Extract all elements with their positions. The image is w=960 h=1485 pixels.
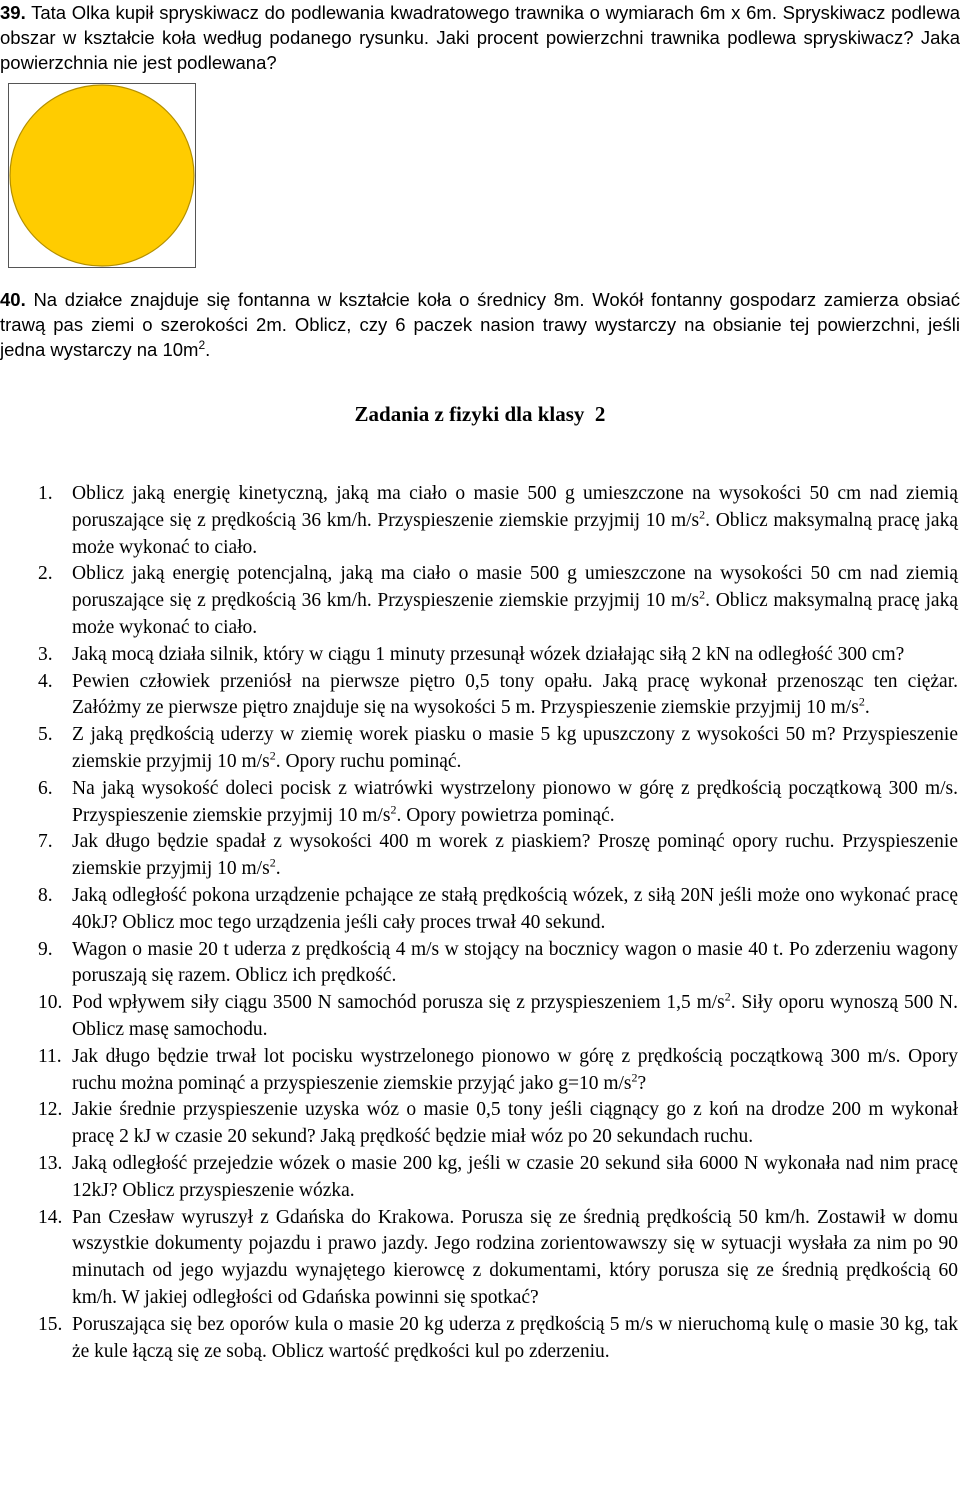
task-number: 15. bbox=[38, 1313, 63, 1335]
superscript: 2 bbox=[858, 694, 865, 709]
task-text-end: . bbox=[864, 697, 870, 719]
superscript: 2 bbox=[269, 855, 276, 870]
task-number: 8. bbox=[38, 884, 53, 906]
task-item bbox=[0, 722, 958, 776]
section-title: Zadania z fizyki dla klasy 2 bbox=[354, 402, 606, 426]
problem-40-text bbox=[0, 287, 960, 362]
problem-40 bbox=[0, 287, 960, 362]
problem-39 bbox=[0, 0, 960, 75]
problem-text-end: . bbox=[205, 339, 211, 360]
task-number: 5. bbox=[38, 724, 53, 746]
task-item bbox=[0, 1312, 958, 1366]
task-text: Pewien człowiek przeniósł na pierwsze piętro 0,5 tony opału. Jaką pracę wykonał przenosząc ten ciężar. Załóżmy ze pierwsze piętro znajduje się na wysokości 5 m. Przyspieszenie ziemskie przyjmij 10 m/s bbox=[72, 670, 958, 719]
task-item bbox=[0, 669, 958, 723]
task-text-end: . bbox=[275, 858, 281, 880]
superscript: 2 bbox=[198, 337, 206, 352]
task-text: Jaką odległość przejedzie wózek o masie 200 kg, jeśli w czasie 20 sekund siła 6000 N wykonała nad nim pracę 12kJ? Oblicz przyspieszenie wózka. bbox=[72, 1152, 958, 1201]
task-text: Jak długo będzie trwał lot pocisku wystrzelonego pionowo w górę z prędkością początkową 300 m/s. Opory ruchu można pominąć a przyspieszenie ziemskie przyjąć jako g=10 m/s bbox=[72, 1045, 958, 1094]
task-item bbox=[0, 829, 958, 883]
task-text-end: . Siły oporu wynoszą 500 N. Oblicz masę samochodu. bbox=[72, 992, 958, 1040]
task-item bbox=[0, 642, 958, 669]
task-number: 2. bbox=[38, 563, 53, 585]
task-number: 3. bbox=[38, 643, 53, 665]
task-text: Wagon o masie 20 t uderza z prędkością 4 m/s w stojący na bocznicy wagon o masie 40 t. Po zderzeniu wagony poruszają się razem. Oblicz ich prędkość. bbox=[72, 938, 958, 987]
task-text: Jaką odległość pokona urządzenie pchające ze stałą prędkością wózek, z siłą 20N jeśli może ono wykonać pracę 40kJ? Oblicz moc tego urządzenia jeśli cały proces trwał 40 sekund. bbox=[72, 884, 958, 933]
task-text: Z jaką prędkością uderzy w ziemię worek piasku o masie 5 kg upuszczony z wysokości 50 m? Przyspieszenie ziemskie przyjmij 10 m/s bbox=[72, 724, 958, 772]
watered-circle bbox=[10, 85, 194, 266]
superscript: 2 bbox=[631, 1070, 638, 1085]
problem-39-text bbox=[0, 0, 960, 75]
task-number: 6. bbox=[38, 777, 53, 799]
superscript: 2 bbox=[699, 587, 706, 602]
task-item bbox=[0, 481, 958, 561]
task-number: 14. bbox=[38, 1206, 63, 1228]
task-item bbox=[0, 990, 958, 1044]
task-item bbox=[0, 1205, 958, 1312]
problem-number: 40. bbox=[0, 289, 26, 310]
problem-text: Na działce znajduje się fontanna w kształcie koła o średnicy 8m. Wokół fontanny gospodarz zamierza obsiać trawą pas ziemi o szerokości 2m. Oblicz, czy 6 paczek nasion trawy wystarczy na obsianie tej powierzchni, jeśli jedna wystarczy na 10m bbox=[0, 289, 960, 360]
sprinkler-figure bbox=[8, 83, 196, 268]
task-number: 9. bbox=[38, 938, 53, 960]
task-text: Pod wpływem siły ciągu 3500 N samochód porusza się z przyspieszeniem 1,5 m/s bbox=[72, 992, 725, 1014]
task-text: Pan Czesław wyruszył z Gdańska do Krakowa. Porusza się ze średnią prędkością 50 km/h. Zostawił w domu wszystkie dokumenty pojazdu i prawo jazdy. Jego rodzina zorientowawszy się w sytuacji wysłała za nim po 90 minutach od jego wyjazdu wynajętego kierowcę z dokumentami, który porusza się ze średnią prędkością 60 km/h. W jakiej odległości od Gdańska powinni się spotkać? bbox=[72, 1206, 958, 1308]
task-number: 1. bbox=[38, 483, 53, 504]
task-text-end: ? bbox=[637, 1072, 647, 1094]
task-text: Jak długo będzie spadał z wysokości 400 m worek z piaskiem? Proszę pominąć opory ruchu. Przyspieszenie ziemskie przyjmij 10 m/s bbox=[72, 831, 958, 880]
problem-number: 39. bbox=[0, 2, 26, 23]
task-text: Na jaką wysokość doleci pocisk z wiatrówki wystrzelony pionowo w górę z prędkością początkową 300 m/s. Przyspieszenie ziemskie przyjmij 10 m/s bbox=[72, 777, 958, 826]
task-number: 12. bbox=[38, 1099, 63, 1121]
task-text: Jaką mocą działa silnik, który w ciągu 1 minuty przesunął wózek działając siłą 2 kN na odległość 300 cm? bbox=[72, 643, 905, 665]
task-item bbox=[0, 883, 958, 937]
task-text: Oblicz jaką energię kinetyczną, jaką ma ciało o masie 500 g umieszczone na wysokości 50 cm nad ziemią poruszające się z prędkością 36 km/h. Przyspieszenie ziemskie przyjmij 10 m/s bbox=[72, 483, 958, 531]
task-item bbox=[0, 776, 958, 830]
task-text: Poruszająca się bez oporów kula o masie 20 kg uderza z prędkością 5 m/s w nieruchomą kulę o masie 30 kg, tak że kule łączą się ze sobą. Oblicz wartość prędkości kul po zderzeniu. bbox=[72, 1313, 958, 1362]
task-text-end: . Oblicz maksymalną pracę jaką może wykonać to ciało. bbox=[72, 509, 958, 558]
physics-task-list bbox=[0, 481, 958, 1365]
task-number: 11. bbox=[38, 1045, 62, 1067]
superscript: 2 bbox=[699, 507, 706, 522]
superscript: 2 bbox=[724, 989, 731, 1004]
task-text-end: . Opory ruchu pominąć. bbox=[275, 750, 462, 772]
task-text-end: . Oblicz maksymalną pracę jaką może wykonać to ciało. bbox=[72, 590, 958, 638]
task-number: 4. bbox=[38, 670, 53, 692]
task-text: Oblicz jaką energię potencjalną, jaką ma ciało o masie 500 g umieszczone na wysokości 50 cm nad ziemią poruszające się z prędkością 36 km/h. Przyspieszenie ziemskie przyjmij 10 m/s bbox=[72, 563, 958, 612]
problem-text: Tata Olka kupił spryskiwacz do podlewania kwadratowego trawnika o wymiarach 6m x 6m. Spryskiwacz podlewa obszar w kształcie koła według podanego rysunku. Jaki procent powierzchni trawnika podlewa spryskiwacz? Jaka powierzchnia nie jest podlewana? bbox=[0, 2, 960, 73]
task-number: 7. bbox=[38, 831, 53, 853]
task-item bbox=[0, 937, 958, 991]
task-text: Jakie średnie przyspieszenie uzyska wóz o masie 0,5 tony jeśli ciągnący go z koń na drodze 200 m wykonał pracę 2 kJ w czasie 20 sekund? Jaką prędkość będzie miał wóz po 20 sekundach ruchu. bbox=[72, 1099, 958, 1148]
task-number: 10. bbox=[38, 992, 63, 1014]
task-item bbox=[0, 1097, 958, 1151]
task-item bbox=[0, 561, 958, 641]
task-text-end: . Opory powietrza pominąć. bbox=[396, 804, 615, 826]
superscript: 2 bbox=[390, 802, 397, 817]
superscript: 2 bbox=[269, 748, 276, 763]
circle-in-square-diagram bbox=[9, 84, 195, 267]
task-item bbox=[0, 1151, 958, 1205]
task-number: 13. bbox=[38, 1152, 63, 1174]
task-item bbox=[0, 1044, 958, 1098]
